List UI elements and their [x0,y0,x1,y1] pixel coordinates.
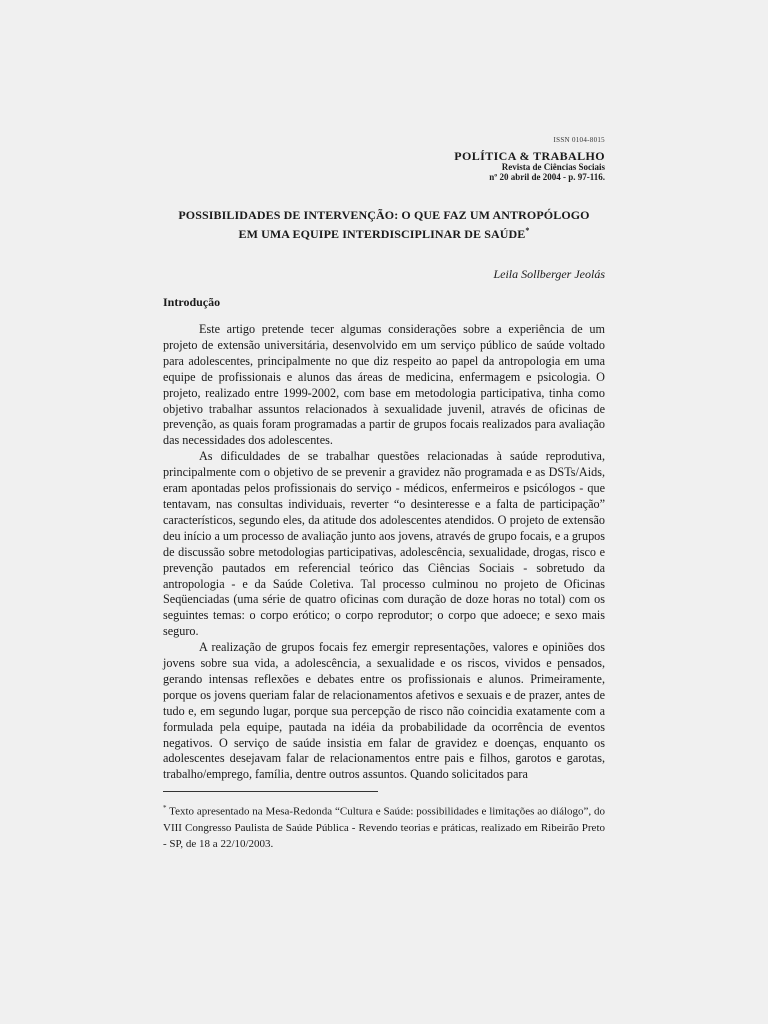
footnote-text: Texto apresentado na Mesa-Redonda “Cultura e Saúde: possibilidades e limitações ao diálogo”, do VIII Congresso Paulista de Saúde Pública - Revendo teorias e práticas, realizado em Ribeirão Preto - SP, de 18 a 22/10/2003. [163,805,605,850]
footnote-divider [163,791,378,792]
paragraph-2: As dificuldades de se trabalhar questões relacionadas à saúde reprodutiva, principalmente com o objetivo de se prevenir a gravidez não programada e as DSTs/Aids, eram apontadas pelos profissionais do serviço - médicos, enfermeiros e psicólogos - que tentavam, nas consultas individuais, reverter “o desinteresse e a falta de participação” característicos, segundo eles, da atitude dos adolescentes atendidos. O projeto de extensão deu início a um processo de avaliação junto aos jovens, através de grupo focais, e a grupos de discussão sobre metodologias participativas, adolescência, sexualidade, drogas, risco e prevenção pautados em referencial teórico das Ciências Sociais - sobretudo da antropologia - e da Saúde Coletiva. Tal processo culminou no projeto de Oficinas Seqüenciadas (uma série de quatro oficinas com duração de doze horas no total) com os seguintes temas: o corpo erótico; o corpo reprodutor; o corpo que adoece; e sexo mais seguro. [163,449,605,639]
author-name: Leila Sollberger Jeolás [493,267,605,281]
issue-info: nº 20 abril de 2004 - p. 97-116. [489,172,605,182]
paragraph-1: Este artigo pretende tecer algumas considerações sobre a experiência de um projeto de extensão universitária, desenvolvido em um serviço público de saúde voltado para adolescentes, principalmente no que diz respeito ao papel da antropologia em uma equipe de profissionais e alunos das áreas de medicina, enfermagem e psicologia. O projeto, realizado entre 1999-2002, com base em metodologia participativa, tinha como objetivo trabalhar assuntos relacionados à sexualidade juvenil, através de oficinas de prevenção, as quais foram programadas a partir de grupos focais realizados para avaliação das necessidades dos adolescentes. [163,322,605,448]
journal-subtitle: Revista de Ciências Sociais [501,162,605,172]
journal-header [454,136,605,183]
journal-name: POLÍTICA & TRABALHO [454,149,605,163]
article-title [163,208,605,242]
title-line-2-text: EM UMA EQUIPE INTERDISCIPLINAR DE SAÚDE [238,227,526,241]
title-line-2 [163,223,605,242]
title-line-1: POSSIBILIDADES DE INTERVENÇÃO: O QUE FAZ UM ANTROPÓLOGO [178,208,590,222]
issn: ISSN 0104-8015 [553,136,605,144]
footnote [163,800,605,852]
paragraph-3: A realização de grupos focais fez emergir representações, valores e opiniões dos jovens sobre sua vida, a adolescência, a sexualidade e os riscos, vividos e pensados, gerando intensas reflexões e debates entre os profissionais e alunos. Primeiramente, porque os jovens queriam falar de relacionamentos afetivos e sexuais e de prazer, antes de tudo e, em segundo lugar, porque sua percepção de risco não coincidia exatamente com a formulada pela equipe, pautada na idéia da probabilidade da ocorrência de eventos negativos. O serviço de saúde insistia em falar de gravidez e doenças, enquanto os adolescentes desejavam falar de relacionamentos entre pais e filhos, garotos e garotas, trabalho/emprego, família, dentre outros assuntos. Quando solicitados para [163,640,605,782]
title-footnote-mark: * [525,226,530,235]
section-heading: Introdução [163,295,221,309]
article-body [163,322,605,783]
footnote-mark: * [163,804,167,812]
